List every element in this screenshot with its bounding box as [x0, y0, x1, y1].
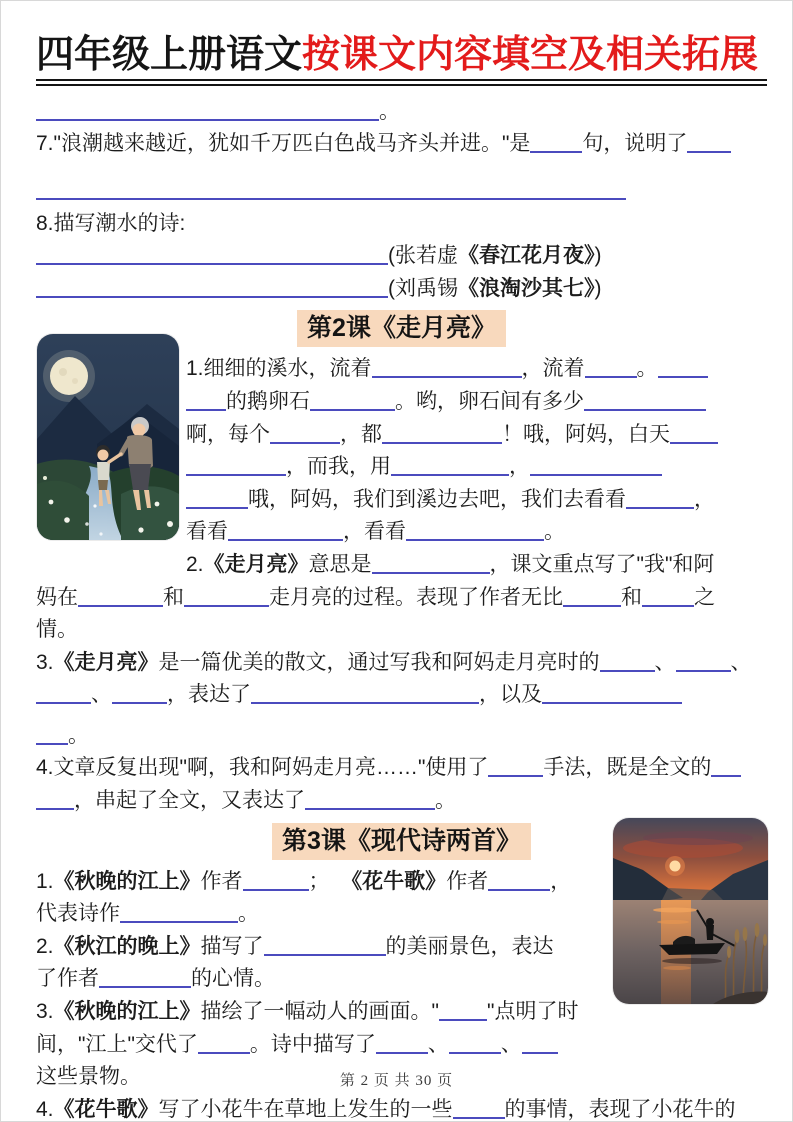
book-title-text: 《花牛歌》: [341, 869, 447, 893]
text-segment: ，看看: [343, 520, 406, 544]
text-segment: 的心情。: [191, 967, 275, 991]
fill-in-blank: [184, 591, 269, 607]
lesson3-q1-line2: [36, 898, 589, 931]
text-segment: ，: [694, 487, 715, 511]
lesson2-q2-line2: [36, 582, 767, 615]
lesson2-q3-line1: [36, 647, 767, 680]
book-title-text: 《秋晚的江上》: [53, 869, 201, 893]
fill-in-blank: [658, 362, 708, 378]
fill-in-blank: [120, 907, 238, 923]
fill-in-blank: [78, 591, 163, 607]
text-segment: 。: [636, 357, 658, 381]
text-segment: 。: [238, 902, 259, 926]
right-illustration-sunset-fisherman: [613, 818, 768, 1004]
fill-in-blank: [372, 558, 490, 574]
fill-in-blank: [676, 656, 731, 672]
lesson2-q4-line1: [36, 752, 767, 785]
fill-in-blank: [449, 1038, 501, 1054]
book-title-text: 《浪淘沙其七》: [458, 276, 595, 300]
fill-in-blank: [305, 794, 435, 810]
fill-in-blank: [530, 460, 662, 476]
text-segment: 之: [694, 585, 715, 609]
text-segment: (张若虚: [388, 244, 458, 268]
book-title-text: 《秋晚的江上》: [53, 1000, 201, 1024]
fill-in-blank: [522, 1038, 558, 1054]
fill-in-blank: [391, 460, 509, 476]
text-segment: ，串起了全文，又表达了: [74, 789, 305, 813]
fill-in-blank: [186, 493, 248, 509]
text-segment: 和: [163, 585, 184, 609]
text-segment: 。: [544, 520, 565, 544]
lesson2-q2-line3: [36, 614, 767, 647]
lesson3-q2-line2: [36, 963, 589, 996]
answer-blank-line: [36, 175, 767, 208]
fill-in-blank: [36, 184, 626, 200]
lesson2-q1-line1: [186, 353, 767, 386]
text-segment: ，: [550, 869, 572, 893]
poem-line-1: [36, 240, 767, 273]
lesson3-q2-line1: [36, 931, 589, 964]
text-segment: 4.: [36, 1097, 54, 1121]
text-segment: 哦，阿妈，我们到溪边去吧，我们去看看: [248, 487, 626, 511]
text-segment: (刘禹锡: [388, 276, 458, 300]
text-segment: ，都: [340, 422, 382, 446]
text-segment: 写了小花牛在草地上发生的一些: [158, 1097, 453, 1121]
text-segment: ): [594, 276, 602, 300]
text-segment: 妈在: [36, 585, 78, 609]
text-segment: ，表达了: [167, 683, 251, 707]
lesson2-q1-line3: [186, 419, 767, 452]
fill-in-blank: [542, 688, 682, 704]
moonlit-scene-graphic: [37, 334, 179, 540]
fill-in-blank: [439, 1005, 487, 1021]
section-header-lesson-3: 第3课《现代诗两首》: [272, 823, 531, 860]
text-segment: ): [594, 244, 602, 268]
fill-in-blank: [112, 688, 167, 704]
fill-in-blank: [711, 761, 741, 777]
lesson2-q3-line3: [36, 720, 767, 753]
text-segment: ，课文重点写了"我"和阿: [489, 552, 715, 576]
text-segment: 。哟，卵石间有多少: [395, 389, 584, 413]
text-segment: 7."浪潮越来越近，犹如千万匹白色战马齐头并进。"是: [36, 132, 531, 156]
text-segment: 和: [621, 585, 642, 609]
fill-in-blank: [626, 493, 694, 509]
fill-in-blank: [687, 137, 731, 153]
fill-in-blank: [584, 395, 706, 411]
text-segment: 3.: [36, 1000, 54, 1024]
fill-in-blank: [310, 395, 395, 411]
lesson2-q1-line4: [186, 451, 767, 484]
book-title-text: 《走月亮》: [203, 552, 309, 576]
text-segment: ，而我，用: [286, 455, 391, 479]
text-segment: 作者: [446, 869, 489, 893]
text-segment: ；: [308, 869, 342, 893]
fill-in-blank: [36, 794, 74, 810]
fill-in-blank: [372, 362, 522, 378]
fill-in-blank: [406, 525, 544, 541]
lesson2-q1-line2: [186, 386, 767, 419]
page-title-red-part: 按课文内容填空及相关拓展: [302, 34, 759, 76]
fill-in-blank: [36, 249, 388, 265]
text-segment: 走月亮的过程。表现了作者无比: [269, 585, 563, 609]
text-segment: 描绘了一幅动人的画面。": [200, 1000, 439, 1024]
left-illustration-moonlit-walk: [37, 334, 179, 540]
fill-in-blank: [563, 591, 621, 607]
text-segment: 。: [68, 723, 89, 747]
fill-in-blank: [670, 428, 718, 444]
text-segment: 作者: [200, 869, 243, 893]
text-segment: 情。: [36, 618, 78, 642]
book-title-text: 《花牛歌》: [53, 1097, 159, 1121]
text-segment: ，以及: [479, 683, 542, 707]
text-segment: ！哦，阿妈，白天: [502, 422, 670, 446]
text-segment: 意思是: [308, 552, 372, 576]
text-segment: 的鹅卵石: [226, 389, 310, 413]
fill-in-blank: [36, 282, 388, 298]
text-segment: 2.: [36, 934, 54, 958]
text-segment: 的美丽景色，表达: [385, 934, 554, 958]
text-segment: 啊，每个: [186, 422, 270, 446]
fill-in-blank: [585, 362, 637, 378]
text-segment: 了作者: [36, 967, 99, 991]
fill-in-blank: [270, 428, 340, 444]
page-title-black-part: 四年级上册语文: [36, 34, 303, 76]
fill-in-blank: [264, 940, 386, 956]
book-title-text: 《春江花月夜》: [458, 244, 595, 268]
text-segment: 1.: [36, 869, 54, 893]
fill-in-blank: [488, 875, 550, 891]
text-segment: 、: [654, 650, 676, 674]
lesson2-q2-line1: [186, 549, 767, 582]
text-segment: 。: [379, 99, 400, 123]
text-segment: 、: [427, 1032, 449, 1056]
text-segment: 描写了: [200, 934, 264, 958]
text-segment: 、: [91, 683, 112, 707]
section-header-lesson-2: 第2课《走月亮》: [297, 310, 506, 347]
lesson2-q1-line5: [186, 484, 767, 517]
fill-in-blank: [600, 656, 655, 672]
text-segment: "点明了时: [486, 1000, 579, 1024]
text-segment: 。诗中描写了: [249, 1032, 376, 1056]
fill-in-blank: [382, 428, 502, 444]
question-8: [36, 208, 767, 241]
lesson2-q1-line6: [186, 516, 767, 549]
page-title: [36, 35, 767, 86]
text-segment: 这些景物。: [36, 1065, 141, 1089]
fill-in-blank: [198, 1038, 250, 1054]
fill-in-blank: [36, 105, 379, 121]
sunset-scene-graphic: [613, 818, 768, 1004]
answer-blank-line: [36, 96, 767, 129]
lesson3-q1-line1: [36, 866, 589, 899]
text-segment: 2.: [186, 552, 204, 576]
text-segment: ，流着: [521, 357, 585, 381]
poem-line-2: [36, 273, 767, 306]
question-7: [36, 128, 767, 161]
text-segment: 8.描写潮水的诗:: [36, 211, 186, 235]
lesson3-q3-line1: [36, 996, 589, 1029]
fill-in-blank: [186, 460, 286, 476]
text-segment: 3.: [36, 650, 54, 674]
book-title-text: 《走月亮》: [53, 650, 159, 674]
fill-in-blank: [243, 875, 309, 891]
text-segment: 间，"江上"交代了: [36, 1032, 198, 1056]
text-segment: 句，说明了: [582, 132, 688, 156]
fill-in-blank: [36, 688, 91, 704]
fill-in-blank: [376, 1038, 428, 1054]
text-segment: 是一篇优美的散文，通过写我和阿妈走月亮时的: [158, 650, 600, 674]
text-segment: 看看: [186, 520, 228, 544]
text-segment: 代表诗作: [36, 902, 120, 926]
lesson3-q3-line2: [36, 1029, 589, 1062]
text-segment: 1.细细的溪水，流着: [186, 357, 372, 381]
fill-in-blank: [453, 1103, 505, 1119]
text-segment: 4.文章反复出现"啊，我和阿妈走月亮……"使用了: [36, 756, 489, 780]
lesson3-q4-line1: [36, 1094, 767, 1122]
text-segment: 手法，既是全文的: [543, 756, 712, 780]
fill-in-blank: [99, 972, 191, 988]
text-segment: 的事情，表现了小花牛的: [504, 1097, 736, 1121]
text-segment: ，: [509, 455, 530, 479]
text-segment: 、: [730, 650, 752, 674]
lesson2-q3-line2: [36, 679, 767, 712]
fill-in-blank: [530, 137, 582, 153]
page-number-footer: 第 2 页 共 30 页: [339, 1073, 454, 1089]
fill-in-blank: [36, 729, 68, 745]
text-segment: 、: [500, 1032, 522, 1056]
lesson2-q4-line2: [36, 785, 767, 818]
text-segment: 。: [435, 789, 456, 813]
fill-in-blank: [642, 591, 694, 607]
fill-in-blank: [186, 395, 226, 411]
fill-in-blank: [488, 761, 543, 777]
fill-in-blank: [228, 525, 343, 541]
book-title-text: 《秋江的晚上》: [53, 934, 201, 958]
fill-in-blank: [251, 688, 479, 704]
